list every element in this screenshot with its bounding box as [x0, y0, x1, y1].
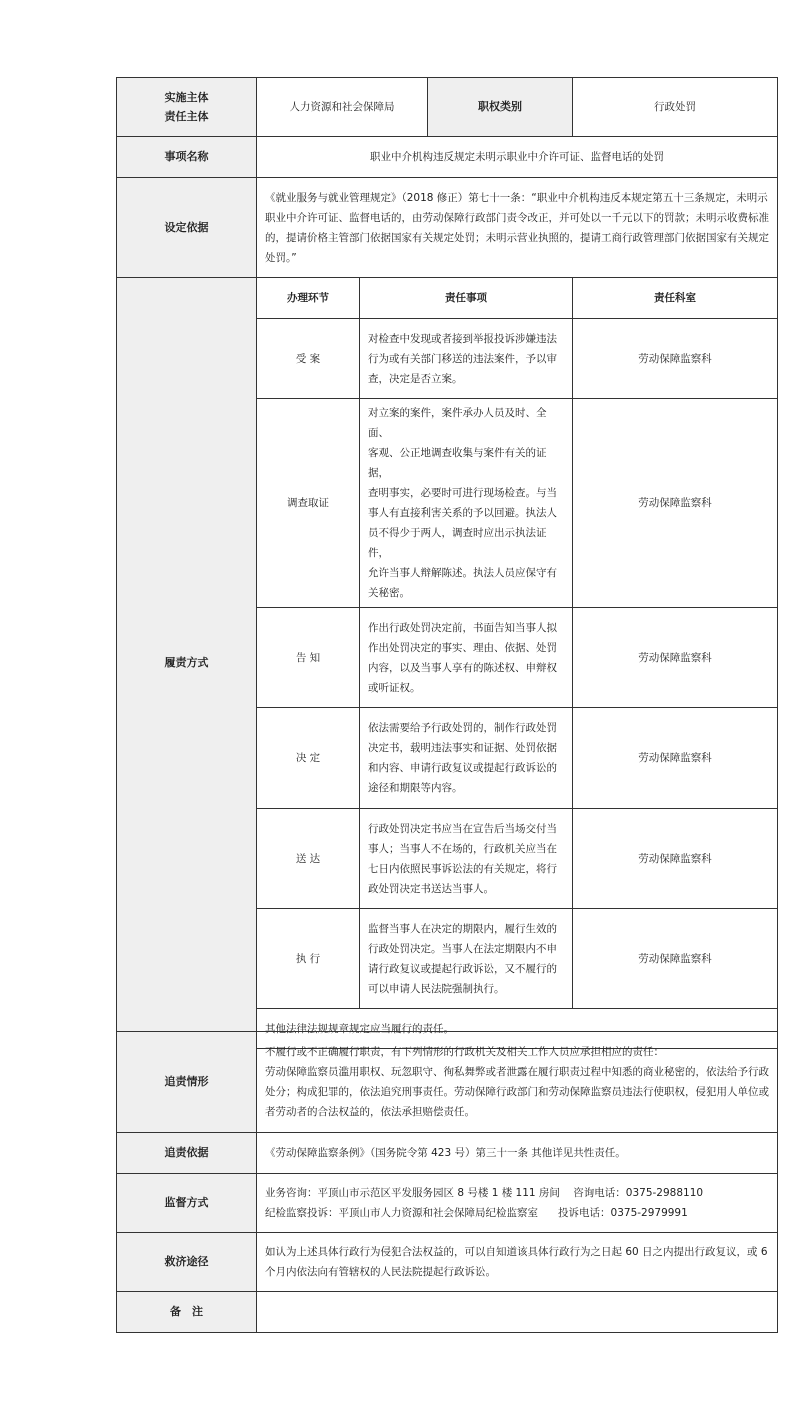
matter-cell: 作出行政处罚决定前，书面告知当事人拟 作出处罚决定的事实、理由、依据、处罚 内容，以及当事人享有的陈述权、申辩权 或听证权。	[360, 608, 573, 708]
matter-cell: 监督当事人在决定的期限内，履行生效的 行政处罚决定。当事人在法定期限内不申 请行政复议或提起行政诉讼，又不履行的 可以申请人民法院强制执行。	[360, 909, 573, 1009]
stage-cell: 决 定	[257, 708, 360, 809]
col-matter-header: 责任事项	[360, 278, 573, 319]
accountability-label: 追责情形	[117, 1032, 257, 1133]
dept-cell: 劳动保障监察科	[573, 809, 778, 909]
responsibility-table	[116, 77, 778, 1049]
dept-cell: 劳动保障监察科	[573, 708, 778, 809]
remedy-label: 救济途径	[117, 1233, 257, 1292]
stage-cell: 受 案	[257, 319, 360, 399]
dept-cell: 劳动保障监察科	[573, 608, 778, 708]
col-stage-header: 办理环节	[257, 278, 360, 319]
dept-cell: 劳动保障监察科	[573, 399, 778, 608]
remarks-value	[257, 1292, 778, 1333]
dept-cell: 劳动保障监察科	[573, 909, 778, 1009]
stage-cell: 调查取证	[257, 399, 360, 608]
dept-cell: 劳动保障监察科	[573, 319, 778, 399]
legal-basis-label: 设定依据	[117, 178, 257, 278]
stage-cell: 执 行	[257, 909, 360, 1009]
item-name-value: 职业中介机构违反规定未明示职业中介许可证、监督电话的处罚	[257, 137, 778, 178]
subject-value: 人力资源和社会保障局	[257, 78, 428, 137]
matter-cell: 依法需要给予行政处罚的，制作行政处罚 决定书，载明违法事实和证据、处罚依据 和内容、申请行政复议或提起行政诉讼的 途径和期限等内容。	[360, 708, 573, 809]
category-value: 行政处罚	[573, 78, 778, 137]
accountability-basis-value: 《劳动保障监察条例》（国务院令第 423 号）第三十一条 其他详见共性责任。	[257, 1133, 778, 1174]
remedy-value: 如认为上述具体行政行为侵犯合法权益的，可以自知道该具体行政行为之日起 60 日之内提出行政复议，或 6 个月内依法向有管辖权的人民法院提起行政诉讼。	[257, 1233, 778, 1292]
subject-label	[117, 78, 257, 137]
implementing-subject-label: 实施主体	[164, 91, 209, 104]
other-duties: 其他法律法规规章规定应当履行的责任。	[257, 1009, 778, 1049]
category-label: 职权类别	[428, 78, 573, 137]
accountability-value: 不履行或不正确履行职责，有下列情形的行政机关及相关工作人员应承担相应的责任： 劳动保障监察员滥用职权、玩忽职守、徇私舞弊或者泄露在履行职责过程中知悉的商业秘密的，依法给予行政处分；构成犯罪的，依法追究刑事责任。劳动保障行政部门和劳动保障监察员违法行使职权，侵犯用人单位或者劳动者的合法权益的，依法承担赔偿责任。	[257, 1032, 778, 1133]
duty-method-label: 履责方式	[117, 278, 257, 1049]
legal-basis-value: 《就业服务与就业管理规定》（2018 修正）第七十一条：“职业中介机构违反本规定第五十三条规定，未明示职业中介许可证、监督电话的，由劳动保障行政部门责令改正，并可处以一千元以下的罚款；未明示收费标准的，提请价格主管部门依据国家有关规定处罚；未明示营业执照的，提请工商行政管理部门依据国家有关规定处罚。”	[257, 178, 778, 278]
stage-cell: 送 达	[257, 809, 360, 909]
matter-cell: 行政处罚决定书应当在宣告后当场交付当 事人；当事人不在场的，行政机关应当在 七日内依照民事诉讼法的有关规定，将行 政处罚决定书送达当事人。	[360, 809, 573, 909]
matter-cell: 对立案的案件，案件承办人员及时、全面、 客观、公正地调查收集与案件有关的证据， 查明事实，必要时可进行现场检查。与当 事人有直接利害关系的予以回避。执法人 员不得少于两人，调查时应出示执法证件， 允许当事人辩解陈述。执法人员应保守有 关秘密。	[360, 399, 573, 608]
item-name-label: 事项名称	[117, 137, 257, 178]
accountability-basis-label: 追责依据	[117, 1133, 257, 1174]
matter-cell: 对检查中发现或者接到举报投诉涉嫌违法 行为或有关部门移送的违法案件，予以审 查，决定是否立案。	[360, 319, 573, 399]
consultation-line: 业务咨询：平顶山市示范区平发服务园区 8 号楼 1 楼 111 房间 咨询电话：0375-2988110	[265, 1187, 704, 1199]
remarks-label: 备 注	[117, 1292, 257, 1333]
supervision-label: 监督方式	[117, 1174, 257, 1233]
responsible-subject-label: 责任主体	[164, 110, 209, 123]
complaint-line: 纪检监察投诉：平顶山市人力资源和社会保障局纪检监察室 投诉电话：0375-2979991	[265, 1207, 688, 1219]
supervision-value	[257, 1174, 778, 1233]
accountability-table	[116, 1031, 778, 1333]
stage-cell: 告 知	[257, 608, 360, 708]
col-dept-header: 责任科室	[573, 278, 778, 319]
